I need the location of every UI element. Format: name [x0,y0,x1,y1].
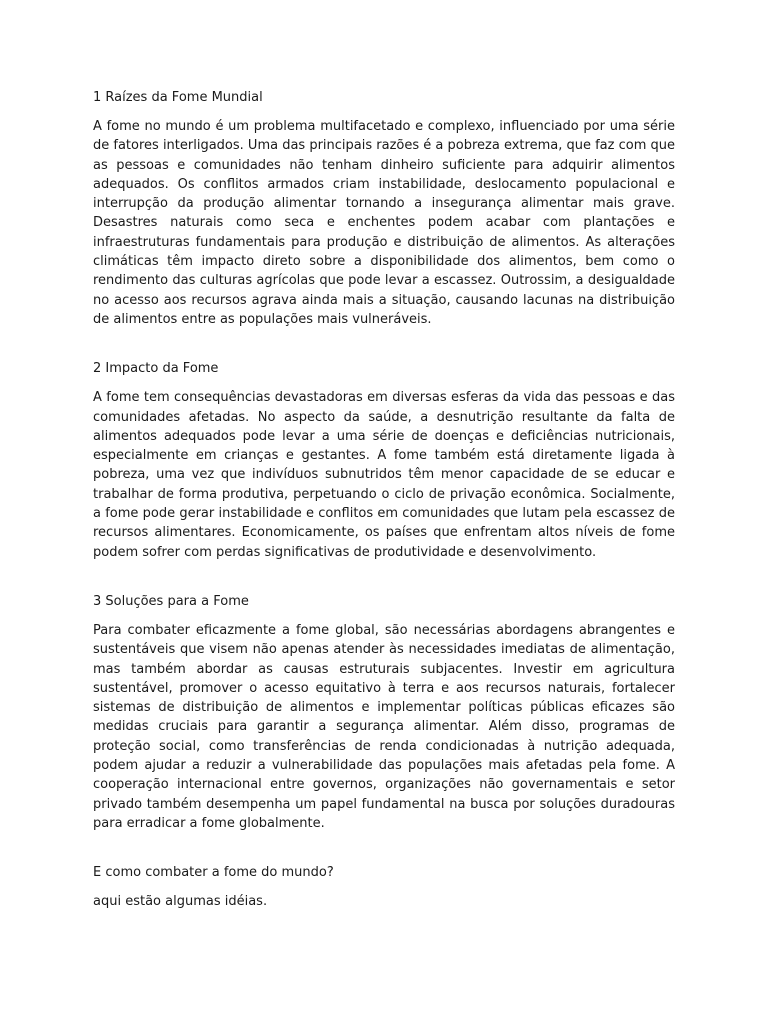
section-solucoes [93,592,675,833]
section-paragraph: A fome no mundo é um problema multifacetado e complexo, influenciado por uma série de fatores interligados. Uma das principais razões é a pobreza extrema, que faz com que as pessoas e comunidades não tenham dinheiro suficiente para adquirir alimentos adequados. Os conflitos armados criam instabilidade, deslocamento populacional e interrupção da produção alimentar tornando a insegurança alimentar mais grave. Desastres naturais como seca e enchentes podem acabar com plantações e infraestruturas fundamentais para produção e distribuição de alimentos. As alterações climáticas têm impacto direto sobre a disponibilidade dos alimentos, bem como o rendimento das culturas agrícolas que pode levar a escassez. Outrossim, a desigualdade no acesso aos recursos agrava ainda mais a situação, causando lacunas na distribuição de alimentos entre as populações mais vulneráveis. [93,119,675,327]
section-heading: 3 Soluções para a Fome [93,593,249,609]
closing-question: E como combater a fome do mundo? [93,865,334,881]
section-heading: 2 Impacto da Fome [93,361,219,377]
section-paragraph: Para combater eficazmente a fome global, são necessárias abordagens abrangentes e sustentáveis que visem não apenas atender às necessidades imediatas de alimentação, mas também abordar as causas estruturais subjacentes. Investir em agricultura sustentável, promover o acesso equitativo à terra e aos recursos naturais, fortalecer sistemas de distribuição de alimentos e implementar políticas públicas eficazes são medidas cruciais para garantir a segurança alimentar. Além disso, programas de proteção social, como transferências de renda condicionadas à nutrição adequada, podem ajudar a reduzir a vulnerabilidade das populações mais afetadas pela fome. A cooperação internacional entre governos, organizações não governamentais e setor privado também desempenha um papel fundamental na busca por soluções duradouras para erradicar a fome globalmente. [93,622,675,831]
closing-line: aqui estão algumas idéias. [93,894,268,910]
section-impacto [93,359,675,562]
section-heading: 1 Raízes da Fome Mundial [93,90,263,105]
section-raizes [93,88,675,329]
section-paragraph: A fome tem consequências devastadoras em diversas esferas da vida das pessoas e das comunidades afetadas. No aspecto da saúde, a desnutrição resultante da falta de alimentos adequados pode levar a uma série de doenças e deficiências nutricionais, especialmente em crianças e gestantes. A fome também está diretamente ligada à pobreza, uma vez que indivíduos subnutridos têm menor capacidade de se educar e trabalhar de forma produtiva, perpetuando o ciclo de privação econômica. Socialmente, a fome pode gerar instabilidade e conflitos em comunidades que lutam pela escassez de recursos alimentares. Economicamente, os países que enfrentam altos níveis de fome podem sofrer com perdas significativas de produtividade e desenvolvimento. [93,390,675,560]
